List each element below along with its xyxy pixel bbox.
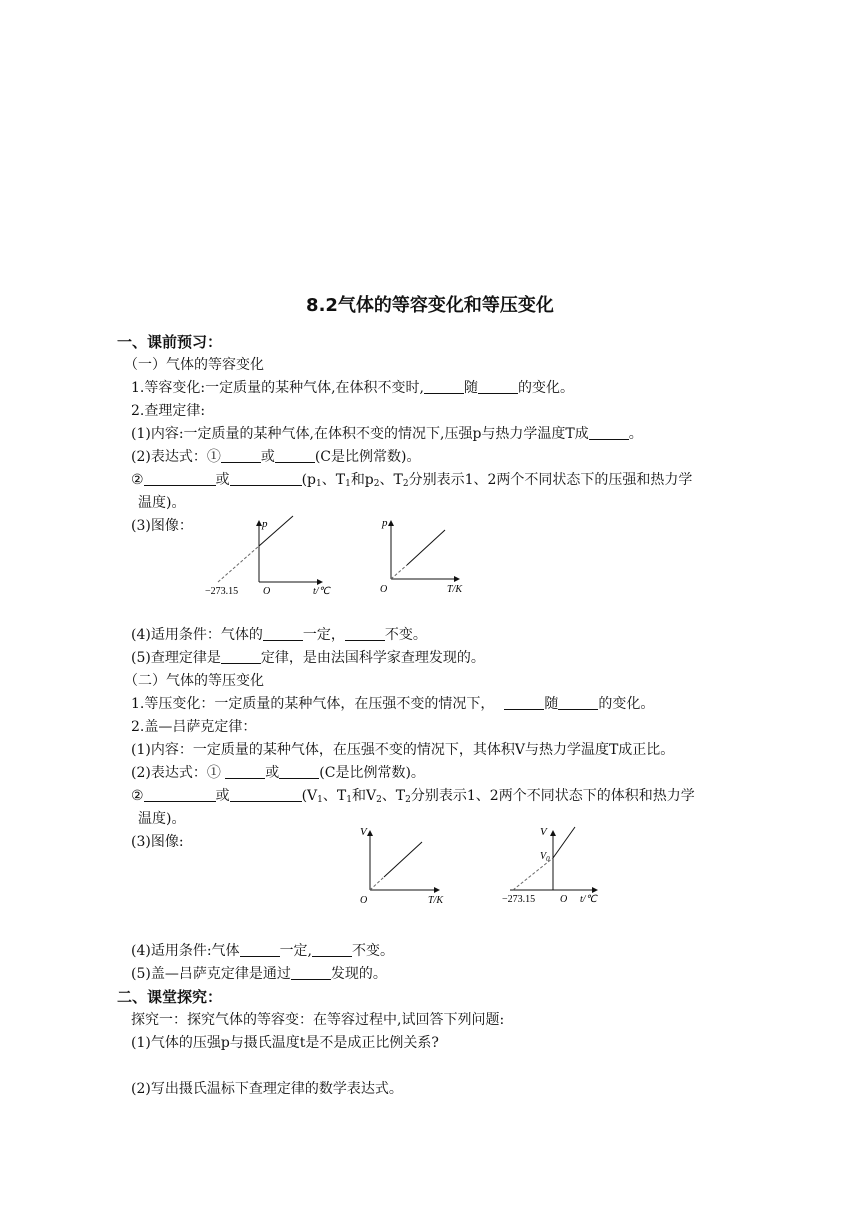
text: 随 bbox=[463, 380, 478, 396]
isochore-line bbox=[407, 530, 445, 565]
line-isobaric-definition bbox=[131, 695, 654, 713]
origin-label: O bbox=[263, 586, 271, 597]
text: (4)适用条件:气体 bbox=[131, 943, 240, 959]
text: 定律，是由法国科学家查理发现的。 bbox=[260, 650, 485, 666]
fill-blank[interactable] bbox=[504, 695, 544, 710]
text: (C是比例常数)。 bbox=[314, 449, 421, 465]
line-explore-intro: 探究一：探究气体的等容变：在等容过程中,试回答下列问题: bbox=[131, 1012, 505, 1028]
text: 不变。 bbox=[352, 943, 395, 959]
y-axis-label: p bbox=[382, 517, 388, 529]
graph-p-vs-kelvin bbox=[372, 512, 482, 598]
text: 发现的。 bbox=[330, 966, 387, 982]
subscript: 1 bbox=[317, 795, 323, 805]
fill-blank[interactable] bbox=[312, 942, 352, 957]
text: 、T bbox=[322, 788, 347, 804]
text: 或 bbox=[215, 472, 230, 488]
x-axis-arrow bbox=[317, 579, 323, 585]
fill-blank[interactable] bbox=[424, 379, 464, 394]
fill-blank[interactable] bbox=[263, 626, 303, 641]
line-charles-content bbox=[131, 425, 643, 443]
intercept-label: −273.15 bbox=[502, 894, 536, 905]
y-axis-arrow bbox=[388, 520, 394, 526]
subscript: 1 bbox=[346, 795, 352, 805]
text: 的变化。 bbox=[598, 696, 655, 712]
line-gay-lussac-heading: 2.盖—吕萨克定律： bbox=[131, 719, 257, 735]
text: 、T bbox=[379, 472, 403, 488]
line-charles-graphs: (3)图像： bbox=[131, 518, 193, 534]
text: (C是比例常数)。 bbox=[319, 765, 425, 781]
line-charles-expression-cont: 温度)。 bbox=[138, 495, 186, 511]
question-1: (1)气体的压强p与摄氏温度t是不是成正比例关系? bbox=[131, 1035, 439, 1051]
fill-blank[interactable] bbox=[558, 695, 598, 710]
isobar-line bbox=[553, 827, 575, 858]
fill-blank[interactable] bbox=[589, 425, 629, 440]
text: 1.等容变化:一定质量的某种气体,在体积不变时, bbox=[131, 380, 424, 396]
line-gay-lussac-expression-1 bbox=[131, 764, 425, 782]
y-axis-label: V bbox=[360, 826, 367, 838]
x-axis-arrow bbox=[454, 576, 460, 582]
fill-blank[interactable] bbox=[144, 471, 216, 486]
x-axis-label: t/℃ bbox=[580, 894, 597, 905]
text: (5)盖—吕萨克定律是通过 bbox=[131, 966, 291, 982]
line-gay-lussac-graphs: (3)图像: bbox=[131, 834, 184, 850]
fill-blank[interactable] bbox=[221, 448, 261, 463]
isobar-line bbox=[384, 842, 422, 877]
fill-blank[interactable] bbox=[225, 764, 265, 779]
text: (4)适用条件：气体的 bbox=[131, 627, 263, 643]
text: (V bbox=[301, 788, 318, 804]
line-charles-origin bbox=[131, 649, 485, 667]
x-axis-label: T/K bbox=[447, 584, 463, 595]
subscript: 1 bbox=[345, 479, 351, 489]
text: 随 bbox=[544, 696, 559, 712]
section-heading-explore: 二、课堂探究： bbox=[117, 988, 223, 1006]
fill-blank[interactable] bbox=[144, 787, 216, 802]
subsection-heading-isobaric: （二）气体的等压变化 bbox=[124, 673, 264, 689]
graph-v-vs-kelvin bbox=[352, 822, 462, 908]
text: 一定， bbox=[302, 627, 345, 643]
fill-blank[interactable] bbox=[221, 649, 261, 664]
y-axis-label: p bbox=[262, 518, 268, 530]
v0-subscript: 0 bbox=[546, 855, 550, 863]
fill-blank[interactable] bbox=[478, 379, 518, 394]
fill-blank[interactable] bbox=[230, 471, 302, 486]
fill-blank[interactable] bbox=[291, 965, 331, 980]
v0-label bbox=[540, 851, 550, 863]
x-axis-label: T/K bbox=[428, 895, 444, 906]
question-2: (2)写出摄氏温标下查理定律的数学表达式。 bbox=[131, 1081, 403, 1097]
text: 和V bbox=[351, 788, 377, 804]
text: 的变化。 bbox=[517, 380, 574, 396]
v0-letter: V bbox=[540, 851, 547, 862]
line-gay-lussac-expression-2 bbox=[131, 787, 695, 809]
text: (2)表达式：① bbox=[131, 765, 221, 781]
line-charles-conditions bbox=[131, 626, 427, 644]
text: (1)内容:一定质量的某种气体,在体积不变的情况下,压强p与热力学温度T成 bbox=[131, 426, 589, 442]
text: 分别表示1、2两个不同状态下的压强和热力学 bbox=[408, 472, 693, 488]
fill-blank[interactable] bbox=[230, 787, 302, 802]
text: (5)查理定律是 bbox=[131, 650, 221, 666]
text: 1.等压变化：一定质量的某种气体，在压强不变的情况下， bbox=[131, 696, 495, 712]
subsection-heading-isochoric: （一）气体的等容变化 bbox=[124, 357, 264, 373]
subscript: 1 bbox=[316, 479, 322, 489]
text: 。 bbox=[628, 426, 643, 442]
y-axis-label: V bbox=[540, 826, 547, 838]
text: 不变。 bbox=[384, 627, 427, 643]
fill-blank[interactable] bbox=[345, 626, 385, 641]
text: ② bbox=[131, 472, 144, 488]
subscript: 2 bbox=[402, 479, 409, 489]
line-charles-expression-1 bbox=[131, 448, 420, 466]
text: 、T bbox=[381, 788, 406, 804]
line-charles-expression-2 bbox=[131, 471, 692, 493]
extrapolated-line bbox=[218, 546, 259, 582]
origin-label: O bbox=[380, 584, 388, 595]
section-heading-preview: 一、课前预习： bbox=[117, 333, 223, 351]
line-gay-lussac-conditions bbox=[131, 942, 394, 960]
graph-p-vs-celsius bbox=[205, 512, 335, 598]
x-axis-label: t/℃ bbox=[313, 586, 330, 597]
extrapolated-line bbox=[391, 565, 407, 579]
fill-blank[interactable] bbox=[279, 764, 319, 779]
subscript: 2 bbox=[376, 795, 382, 805]
text: 或 bbox=[215, 788, 230, 804]
y-axis-arrow bbox=[367, 830, 373, 836]
text: 、T bbox=[321, 472, 346, 488]
fill-blank[interactable] bbox=[275, 448, 315, 463]
origin-label: O bbox=[560, 894, 568, 905]
intercept-label: −273.15 bbox=[205, 586, 239, 597]
x-axis-arrow bbox=[434, 887, 440, 893]
text: 分别表示1、2两个不同状态下的体积和热力学 bbox=[410, 788, 695, 804]
fill-blank[interactable] bbox=[240, 942, 280, 957]
line-gay-lussac-content: (1)内容：一定质量的某种气体，在压强不变的情况下，其体积V与热力学温度T成正比。 bbox=[131, 742, 675, 758]
text: 一定, bbox=[279, 943, 313, 959]
text: 或 bbox=[265, 765, 280, 781]
origin-label: O bbox=[360, 895, 368, 906]
page-title: 8.2气体的等容变化和等压变化 bbox=[306, 295, 554, 316]
subscript: 2 bbox=[405, 795, 411, 805]
x-axis-arrow bbox=[592, 887, 598, 893]
y-axis-arrow bbox=[550, 830, 556, 836]
text: 和p bbox=[350, 472, 374, 488]
line-gay-lussac-expression-cont: 温度)。 bbox=[138, 811, 186, 827]
text: ② bbox=[131, 788, 144, 804]
subscript: 2 bbox=[373, 479, 380, 489]
text: (p bbox=[301, 472, 316, 488]
graph-v-vs-celsius bbox=[500, 822, 610, 908]
line-gay-lussac-origin bbox=[131, 965, 387, 983]
text: (2)表达式：① bbox=[131, 449, 221, 465]
line-isochoric-definition bbox=[131, 379, 574, 397]
extrapolated-line bbox=[370, 877, 384, 890]
text: 或 bbox=[260, 449, 275, 465]
line-charles-law-heading: 2.查理定律: bbox=[131, 403, 206, 419]
